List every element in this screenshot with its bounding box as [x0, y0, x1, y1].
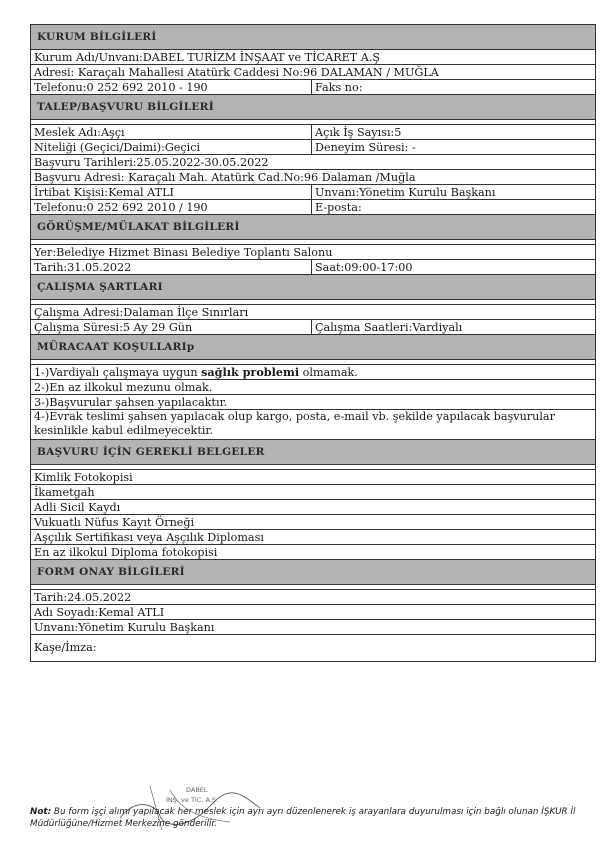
note-label: Not:	[30, 807, 52, 817]
kurum-unvan: Kurum Adı/Unvanı:DABEL TURİZM İNŞAAT ve TİCARET A.Ş	[34, 51, 381, 64]
belge-item	[31, 530, 595, 545]
talep-eposta: E-posta:	[315, 201, 362, 214]
meslek-adi: Meslek Adı:Aşçı	[31, 125, 312, 139]
kosul-1-c: olmamak.	[299, 366, 358, 379]
belge-label: En az ilkokul Diploma fotokopisi	[34, 546, 218, 559]
kurum-telefon: Telefonu:0 252 692 2010 - 190	[31, 80, 312, 94]
row-nitelik	[31, 140, 595, 155]
row-basvuru-tarihleri	[31, 155, 595, 170]
row-kurum-adres	[31, 65, 595, 80]
calisma-saatleri: Çalışma Saatleri:Vardiyalı	[315, 321, 463, 334]
row-onay-tarih	[31, 590, 595, 605]
stamp-text-line2: İNŞ. ve TİC. A.Ş.	[166, 796, 219, 804]
row-kurum-unvan	[31, 50, 595, 65]
onay-adsoyad: Adı Soyadı:Kemal ATLI	[34, 606, 165, 619]
section-header-gorusme: GÖRÜŞME/MÜLAKAT BİLGİLERİ	[31, 215, 595, 240]
section-header-onay: FORM ONAY BİLGİLERİ	[31, 560, 595, 585]
belge-item	[31, 485, 595, 500]
footnote	[30, 806, 596, 830]
row-basvuru-adresi	[31, 170, 595, 185]
kosul-1-a: 1-)Vardiyalı çalışmaya uygun	[34, 366, 202, 379]
stamp-text-line1: DABEL	[186, 786, 208, 794]
irtibat-unvan: Unvanı:Yönetim Kurulu Başkanı	[315, 186, 496, 199]
gorusme-yer: Yer:Belediye Hizmet Binası Belediye Toplantı Salonu	[34, 246, 333, 259]
row-gorusme-yer	[31, 245, 595, 260]
onay-unvan: Unvanı:Yönetim Kurulu Başkanı	[34, 621, 215, 634]
row-onay-unvan	[31, 620, 595, 635]
calisma-suresi: Çalışma Süresi:5 Ay 29 Gün	[31, 320, 312, 334]
talep-telefon: Telefonu:0 252 692 2010 / 190	[31, 200, 312, 214]
row-talep-telefon	[31, 200, 595, 215]
belge-item	[31, 470, 595, 485]
row-kurum-telefon	[31, 80, 595, 95]
acik-is-sayisi: Açık İş Sayısı:5	[315, 126, 402, 139]
belge-label: Aşçılık Sertifikası veya Aşçılık Diploması	[34, 531, 264, 544]
section-header-talep: TALEP/BAŞVURU BİLGİLERİ	[31, 95, 595, 120]
belge-label: Adli Sicil Kaydı	[34, 501, 121, 514]
section-header-kurum: KURUM BİLGİLERİ	[31, 25, 595, 50]
row-onay-adsoyad	[31, 605, 595, 620]
section-header-calisma: ÇALIŞMA ŞARTLARI	[31, 275, 595, 300]
section-header-belgeler: BAŞVURU İÇİN GEREKLİ BELGELER	[31, 440, 595, 465]
row-meslek	[31, 125, 595, 140]
belge-item	[31, 515, 595, 530]
job-posting-form	[30, 24, 596, 662]
kase-imza: Kaşe/İmza:	[34, 641, 97, 654]
row-gorusme-tarih	[31, 260, 595, 275]
kurum-faks: Faks no:	[315, 81, 363, 94]
row-calisma-sure	[31, 320, 595, 335]
row-irtibat	[31, 185, 595, 200]
basvuru-tarihleri: Başvuru Tarihleri:25.05.2022-30.05.2022	[34, 156, 269, 169]
gorusme-tarih: Tarih:31.05.2022	[31, 260, 312, 274]
onay-tarih: Tarih:24.05.2022	[34, 591, 132, 604]
kurum-adres: Adresi: Karaçalı Mahallesi Atatürk Caddesi No:96 DALAMAN / MUĞLA	[34, 66, 439, 79]
nitelik: Niteliği (Geçici/Daimi):Geçici	[31, 140, 312, 154]
row-kase-imza	[31, 635, 595, 661]
kosul-1-emphasis: sağlık problemi	[201, 365, 300, 379]
basvuru-adresi: Başvuru Adresi: Karaçalı Mah. Atatürk Cad.No:96 Dalaman /Muğla	[34, 171, 416, 184]
gorusme-saat: Saat:09:00-17:00	[315, 261, 413, 274]
belge-label: İkametgah	[34, 486, 95, 499]
irtibat-kisisi: İrtibat Kişisi:Kemal ATLI	[31, 185, 312, 199]
belge-item	[31, 500, 595, 515]
calisma-adresi: Çalışma Adresi:Dalaman İlçe Sınırları	[34, 306, 249, 319]
row-kosul-2	[31, 380, 595, 395]
note-text: Bu form işçi alımı yapılacak her meslek için ayrı ayrı düzenlenerek iş arayanlara duyurulması için bağlı olunan İŞKUR İl Müdürlüğüne/Hizmet Merkezine gönderilir.	[30, 807, 576, 829]
kosul-1	[31, 365, 595, 379]
row-calisma-adres	[31, 305, 595, 320]
belge-item	[31, 545, 595, 560]
deneyim-suresi: Deneyim Süresi: -	[315, 141, 416, 154]
kosul-2: 2-)En az ilkokul mezunu olmak.	[34, 381, 213, 394]
kosul-4: 4-)Evrak teslimi şahsen yapılacak olup kargo, posta, e-mail vb. şekilde yapılacak başvurular kesinlikle kabul edilmeyecektir.	[34, 410, 555, 437]
row-kosul-3	[31, 395, 595, 410]
belge-label: Kimlik Fotokopisi	[34, 471, 133, 484]
belge-label: Vukuatlı Nüfus Kayıt Örneği	[34, 516, 195, 529]
section-header-muracaat: MÜRACAAT KOŞULLARIp	[31, 335, 595, 360]
row-kosul-1	[31, 365, 595, 380]
kosul-3: 3-)Başvurular şahsen yapılacaktır.	[34, 396, 228, 409]
row-kosul-4	[31, 410, 595, 440]
